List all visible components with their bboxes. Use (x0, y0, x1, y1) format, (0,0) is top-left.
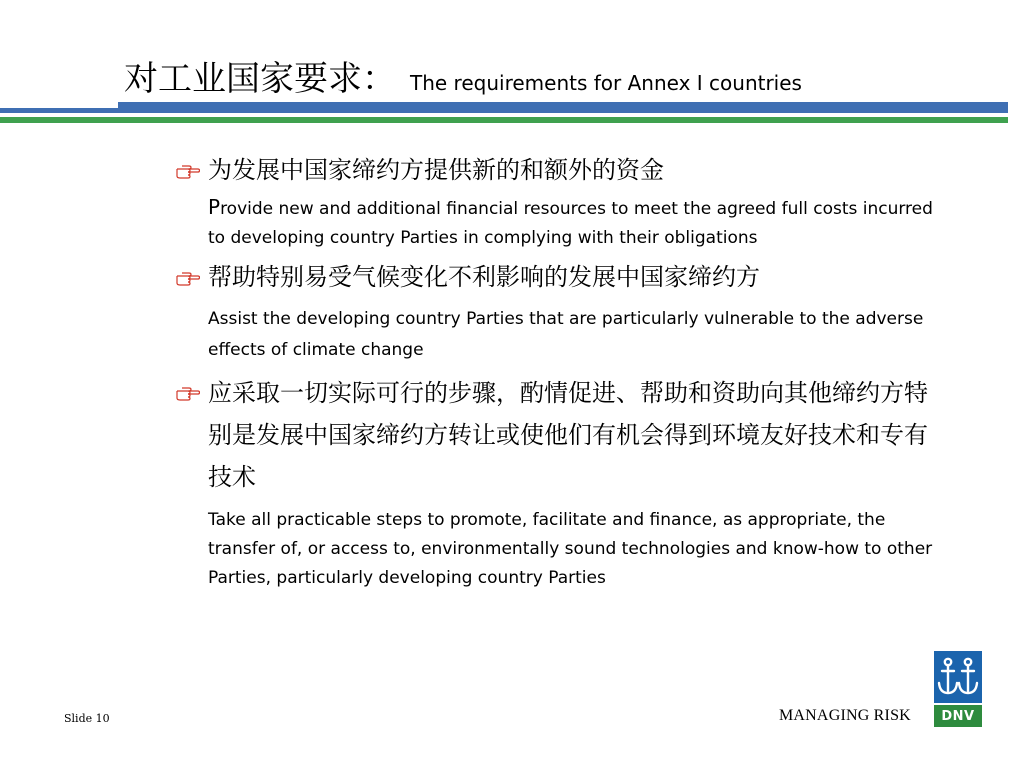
pointing-hand-icon (176, 269, 200, 287)
bullet-list (176, 150, 936, 593)
bullet-en: Assist the developing country Parties that are particularly vulnerable to the adverse effects of climate change (208, 309, 924, 360)
title-english: The requirements for Annex I countries (410, 71, 802, 95)
pointing-hand-icon (176, 384, 200, 402)
dnv-logo-badge (934, 705, 982, 727)
bullet-zh: 应采取一切实际可行的步骤，酌情促进、帮助和资助向其他缔约方特别是发展中国家缔约方转让或使他们有机会得到环境友好技术和专有技术 (208, 379, 928, 491)
title-chinese: 对工业国家要求： (124, 59, 396, 99)
slide-title (124, 59, 802, 99)
logo-text: DNV (941, 708, 975, 724)
bullet-zh: 为发展中国家缔约方提供新的和额外的资金 (208, 156, 664, 184)
bullet-en: Take all practicable steps to promote, facilitate and finance, as appropriate, the transfer of, or access to, environmentally sound technologies and know-how to other Parties, particularly developing country Parties (208, 510, 933, 588)
pointing-hand-icon (176, 162, 200, 180)
dnv-anchor-logo-icon (934, 651, 982, 703)
header-bar-blue (0, 102, 1008, 113)
bullet-item (176, 372, 936, 593)
header-bar-notch (0, 102, 118, 108)
header-bar-green (0, 117, 1008, 123)
bullet-item (176, 257, 936, 366)
bullet-zh: 帮助特别易受气候变化不利影响的发展中国家缔约方 (208, 263, 760, 291)
tagline: MANAGING RISK (779, 707, 911, 724)
bullet-item (176, 150, 936, 253)
bullet-en: Provide new and additional financial resources to meet the agreed full costs incurred to developing country Parties in complying with their obligations (208, 195, 933, 248)
slide-number: Slide 10 (64, 712, 110, 725)
